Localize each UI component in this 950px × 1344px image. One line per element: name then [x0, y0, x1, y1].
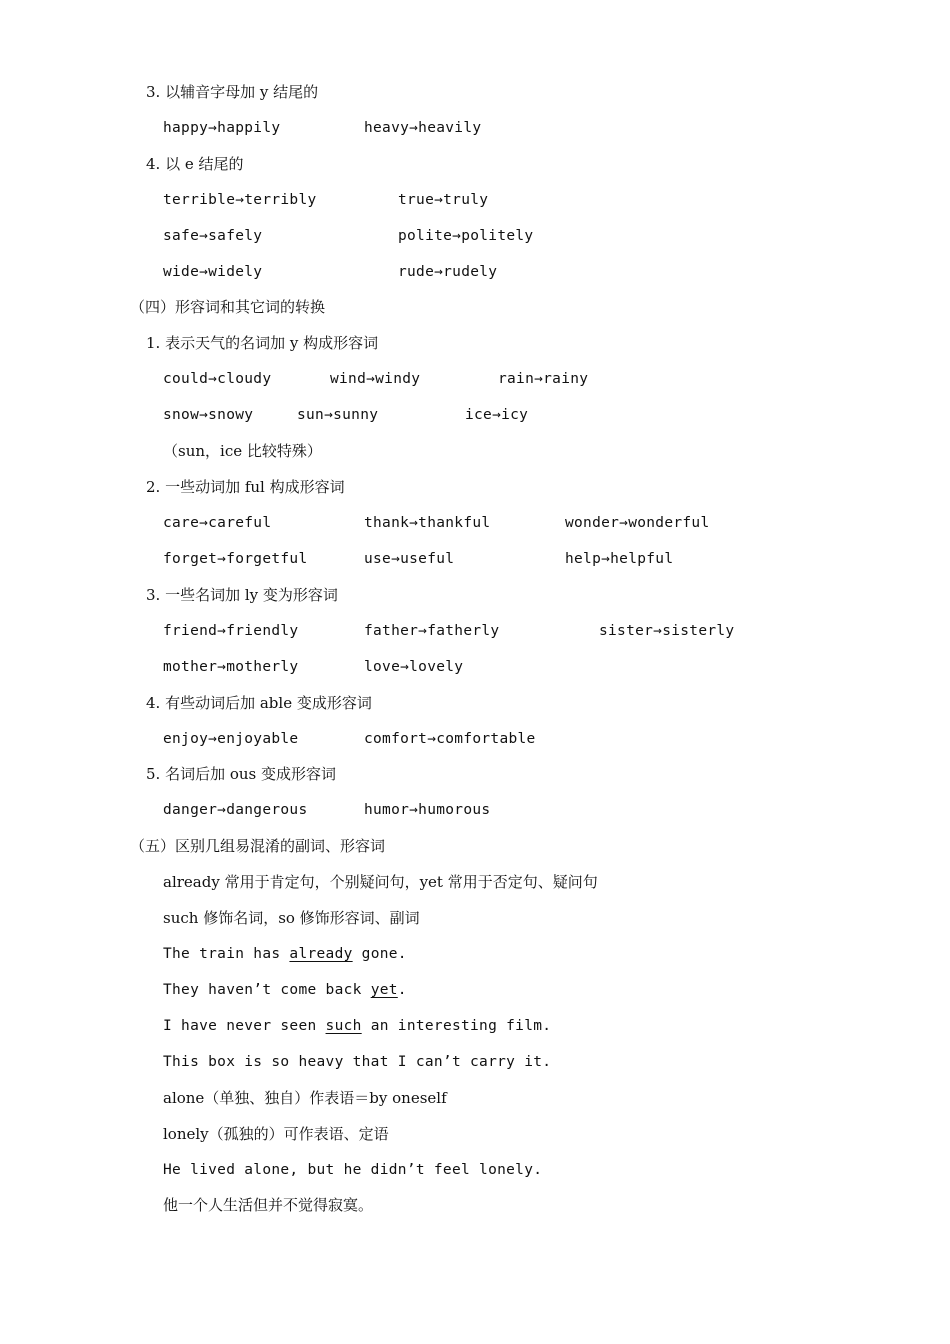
explanation-text: alone（单独、独自）作表语＝by oneself [163, 1089, 447, 1107]
word-pair: love→lovely [364, 659, 464, 675]
subsection-heading: 3. 一些名词加 ly 变为形容词 [146, 586, 338, 604]
word-pair: wide→widely [163, 264, 263, 280]
sentence-text: I have never seen [163, 1018, 326, 1034]
part-5-heading: （五）区别几组易混淆的副词、形容词 [130, 837, 386, 855]
part-4-heading: （四）形容词和其它词的转换 [130, 298, 326, 316]
section-4-heading: 4. 以 e 结尾的 [146, 155, 244, 173]
sentence-text: The train has [163, 946, 290, 962]
word-pair: rain→rainy [498, 371, 589, 387]
word-pair: use→useful [364, 551, 455, 567]
word-pair: polite→politely [398, 228, 534, 244]
word-pair: care→careful [163, 515, 272, 531]
subsection-heading: 1. 表示天气的名词加 y 构成形容词 [146, 334, 379, 352]
word-pair: enjoy→enjoyable [163, 731, 299, 747]
sentence-text: . [397, 982, 407, 998]
example-sentence: He lived alone, but he didn’t feel lonely. [163, 1162, 543, 1178]
example-sentence: This box is so heavy that I can’t carry it. [163, 1054, 552, 1070]
explanation-text: already 常用于肯定句，个别疑问句，yet 常用于否定句、疑问句 [163, 873, 598, 891]
word-pair: forget→forgetful [163, 551, 308, 567]
word-pair: heavy→heavily [364, 120, 482, 136]
explanation-text: such 修饰名词，so 修饰形容词、副词 [163, 909, 420, 927]
explanation-text: lonely（孤独的）可作表语、定语 [163, 1125, 389, 1143]
subsection-heading: 4. 有些动词后加 able 变成形容词 [146, 694, 372, 712]
underlined-word: yet [370, 982, 398, 998]
word-pair: friend→friendly [163, 623, 299, 639]
underlined-word: already [289, 946, 353, 962]
word-pair: safe→safely [163, 228, 263, 244]
subsection-heading: 2. 一些动词加 ful 构成形容词 [146, 478, 345, 496]
word-pair: danger→dangerous [163, 802, 308, 818]
sentence-text: an interesting film. [361, 1018, 552, 1034]
word-pair: happy→happily [163, 120, 281, 136]
word-pair: true→truly [398, 192, 489, 208]
subsection-heading: 5. 名词后加 ous 变成形容词 [146, 765, 337, 783]
word-pair: wind→windy [330, 371, 421, 387]
section-3-heading: 3. 以辅音字母加 y 结尾的 [146, 83, 319, 101]
word-pair: humor→humorous [364, 802, 491, 818]
word-pair: could→cloudy [163, 371, 272, 387]
translation-text: 他一个人生活但并不觉得寂寞。 [163, 1196, 374, 1214]
word-pair: sister→sisterly [599, 623, 735, 639]
note-text: （sun，ice 比较特殊） [163, 442, 322, 460]
word-pair: thank→thankful [364, 515, 491, 531]
word-pair: rude→rudely [398, 264, 498, 280]
underlined-word: such [325, 1018, 362, 1034]
example-sentence [163, 1016, 551, 1036]
word-pair: father→fatherly [364, 623, 500, 639]
word-pair: ice→icy [465, 407, 529, 423]
word-pair: help→helpful [565, 551, 674, 567]
word-pair: terrible→terribly [163, 192, 317, 208]
word-pair: wonder→wonderful [565, 515, 710, 531]
example-sentence [163, 980, 407, 1000]
word-pair: comfort→comfortable [364, 731, 536, 747]
sentence-text: They haven’t come back [163, 982, 371, 998]
word-pair: sun→sunny [297, 407, 379, 423]
word-pair: mother→motherly [163, 659, 299, 675]
word-pair: snow→snowy [163, 407, 254, 423]
example-sentence [163, 944, 407, 964]
sentence-text: gone. [352, 946, 407, 962]
